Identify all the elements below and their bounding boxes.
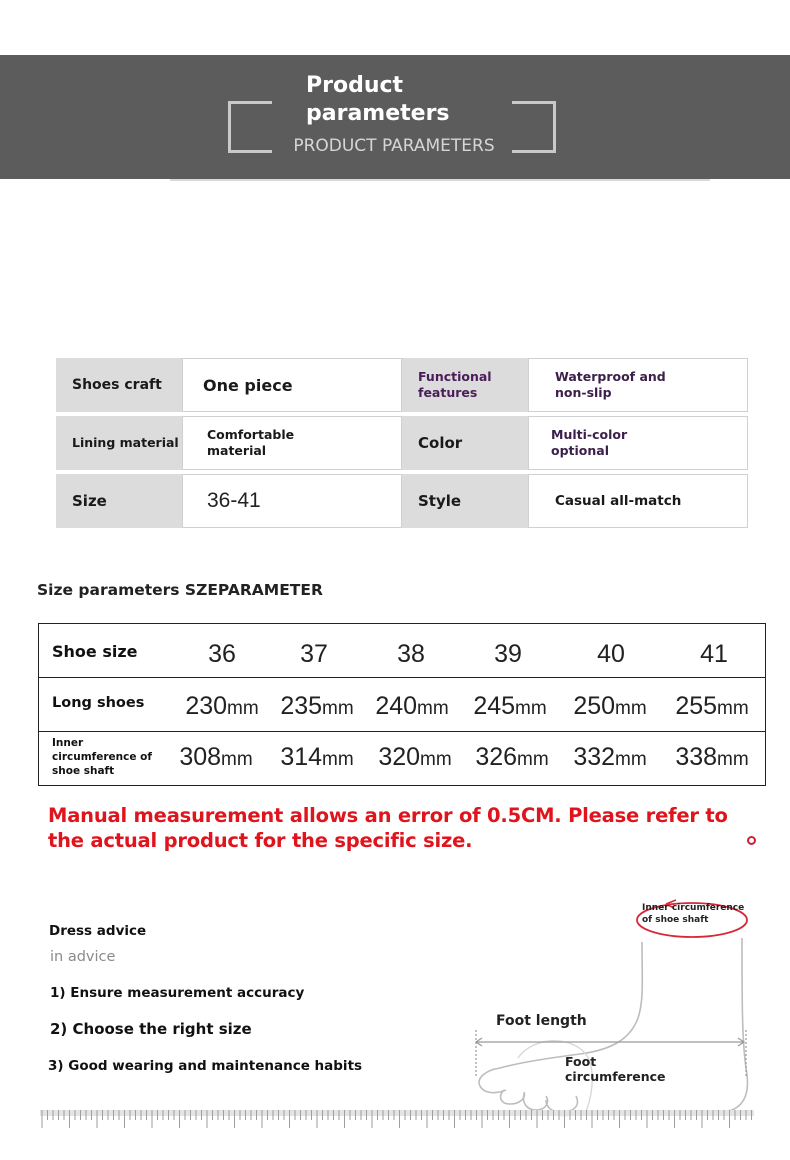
param-value: One piece — [203, 375, 293, 395]
advice-item: 2) Choose the right size — [50, 1020, 252, 1038]
size-value: 235 — [280, 692, 323, 720]
advice-item: 3) Good wearing and maintenance habits — [48, 1058, 363, 1074]
size-unit: mm — [322, 749, 354, 770]
measuring-ruler — [40, 1110, 754, 1130]
param-value: Comfortable material — [207, 427, 295, 458]
header-banner — [0, 55, 790, 179]
param-label-cell — [402, 358, 528, 412]
param-row — [56, 474, 748, 528]
size-unit: mm — [227, 698, 259, 719]
foot-measurement-illustration — [470, 890, 760, 1130]
size-value: 326 — [475, 743, 518, 771]
size-value: 250 — [573, 692, 616, 720]
banner-subtitle: PRODUCT PARAMETERS — [276, 136, 512, 156]
size-value: 320 — [378, 743, 421, 771]
size-unit: mm — [515, 698, 547, 719]
size-cell: 40 — [597, 640, 625, 668]
size-cell — [653, 692, 771, 721]
size-value: 255 — [675, 692, 718, 720]
param-value: 36-41 — [207, 489, 261, 512]
size-cell: 41 — [700, 640, 728, 668]
size-row-shaft-circumference — [39, 732, 765, 785]
banner-title: Product parameters — [306, 72, 506, 128]
param-label: Lining material — [72, 435, 179, 450]
size-cell: 39 — [494, 640, 522, 668]
shaft-circumference-label: Inner circumference of shoe shaft — [642, 903, 745, 925]
foot-circumference-label: Foot circumference — [565, 1054, 666, 1084]
size-unit: mm — [517, 749, 549, 770]
size-value: 240 — [375, 692, 418, 720]
param-label: Size — [72, 492, 107, 510]
size-unit: mm — [717, 749, 749, 770]
size-cell: 38 — [397, 640, 425, 668]
size-unit: mm — [615, 749, 647, 770]
param-value-cell — [528, 358, 748, 412]
param-label-cell — [402, 416, 528, 470]
size-unit: mm — [717, 698, 749, 719]
size-unit: mm — [322, 698, 354, 719]
size-value: 338 — [675, 743, 718, 771]
size-unit: mm — [417, 698, 449, 719]
size-cell — [551, 692, 669, 721]
param-label-cell — [402, 474, 528, 528]
size-parameters-table — [38, 623, 766, 786]
size-cell: 37 — [300, 640, 328, 668]
size-cell — [551, 743, 669, 772]
banner-shadow-divider — [170, 179, 710, 181]
size-value: 245 — [473, 692, 516, 720]
foot-length-label: Foot length — [496, 1013, 587, 1029]
size-row-shoe-size — [39, 624, 765, 678]
advice-item: 1) Ensure measurement accuracy — [50, 985, 305, 1001]
param-value-cell — [528, 474, 748, 528]
size-row-header: Long shoes — [52, 695, 145, 711]
size-unit: mm — [420, 749, 452, 770]
param-label: Color — [418, 434, 463, 452]
param-value-cell — [528, 416, 748, 470]
frame-left-bracket — [228, 101, 272, 153]
size-row-long-shoes — [39, 678, 765, 732]
param-label: Shoes craft — [72, 377, 162, 393]
size-row-header: Inner circumference of shoe shaft — [52, 737, 152, 777]
circle-mark-icon — [747, 836, 756, 845]
param-label-cell — [56, 358, 182, 412]
advice-subtitle: in advice — [50, 949, 116, 965]
param-label: Functional features — [418, 369, 492, 400]
param-value-cell — [182, 358, 402, 412]
size-unit: mm — [615, 698, 647, 719]
size-unit: mm — [221, 749, 253, 770]
param-label-cell — [56, 416, 182, 470]
size-value: 314 — [280, 743, 323, 771]
param-value-cell — [182, 474, 402, 528]
param-value: Casual all-match — [555, 493, 682, 509]
size-value: 308 — [179, 743, 222, 771]
measurement-warning: Manual measurement allows an error of 0.5CM. Please refer to the actual product for the specific size. — [48, 804, 728, 852]
param-value-cell — [182, 416, 402, 470]
size-value: 332 — [573, 743, 616, 771]
size-cell: 36 — [208, 640, 236, 668]
param-label-cell — [56, 474, 182, 528]
size-parameters-title: Size parameters SZEPARAMETER — [37, 581, 323, 599]
param-row — [56, 416, 748, 470]
size-value: 230 — [185, 692, 228, 720]
size-row-header: Shoe size — [52, 642, 138, 661]
frame-right-bracket — [512, 101, 556, 153]
param-value: Multi-color optional — [551, 427, 628, 458]
param-value: Waterproof and non-slip — [555, 369, 666, 400]
advice-title: Dress advice — [49, 923, 147, 939]
size-cell — [653, 743, 771, 772]
param-row — [56, 358, 748, 412]
param-label: Style — [418, 492, 462, 510]
